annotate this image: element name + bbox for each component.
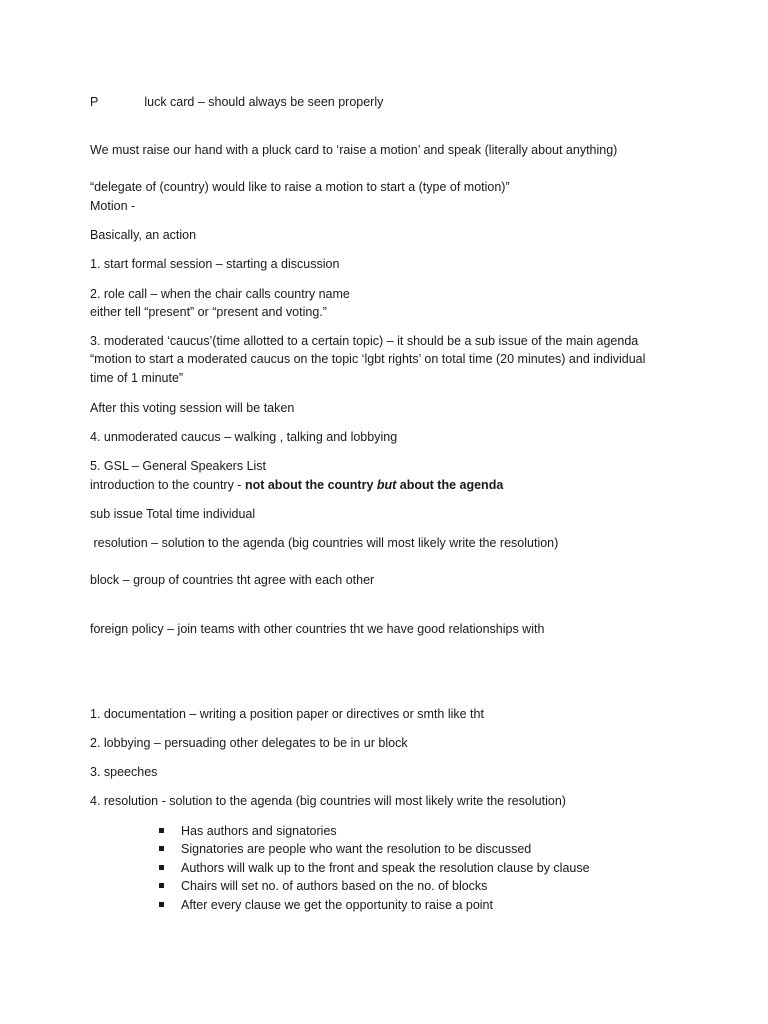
square-bullet-icon: [159, 828, 164, 833]
introduction-bold-italic-text: but: [376, 478, 397, 492]
foreign-policy-line: foreign policy – join teams with other countries tht we have good relationships with: [90, 622, 545, 636]
after-voting-line: After this voting session will be taken: [90, 401, 295, 415]
task-1-line: 1. documentation – writing a position paper or directives or smth like tht: [90, 707, 484, 721]
resolution-line: resolution – solution to the agenda (big countries will most likely write the resolution): [90, 536, 559, 550]
item-3-quote-line: “motion to start a moderated caucus on the topic ‘lgbt rights’ on total time (20 minutes) and individual: [90, 352, 646, 366]
square-bullet-icon: [159, 883, 164, 888]
square-bullet-icon: [159, 865, 164, 870]
basically-line: Basically, an action: [90, 228, 197, 242]
list-item: [158, 859, 590, 877]
task-3-line: 3. speeches: [90, 765, 158, 779]
item-2-line: 2. role call – when the chair calls country name: [90, 287, 350, 301]
bullet-text: Chairs will set no. of authors based on the no. of blocks: [181, 879, 488, 894]
delegate-quote-line: “delegate of (country) would like to raise a motion to start a (type of motion)”: [90, 180, 510, 194]
item-5-line: 5. GSL – General Speakers List: [90, 459, 267, 473]
item-2-continuation-line: either tell “present” or “present and voting.”: [90, 305, 327, 319]
header-line: [90, 94, 383, 110]
introduction-bold-text-end: about the agenda: [396, 478, 504, 492]
bullet-text: Authors will walk up to the front and speak the resolution clause by clause: [181, 860, 590, 875]
block-line: block – group of countries tht agree with each other: [90, 573, 375, 587]
sub-issue-line: sub issue Total time individual: [90, 507, 256, 521]
raise-hand-line: We must raise our hand with a pluck card to ‘raise a motion’ and speak (literally about anything): [90, 143, 618, 157]
introduction-line: [90, 477, 503, 493]
resolution-bullet-list: [158, 822, 590, 914]
bullet-text: After every clause we get the opportunity to raise a point: [181, 897, 493, 912]
introduction-plain-text: introduction to the country -: [90, 478, 245, 492]
list-item: [158, 877, 590, 895]
item-1-line: 1. start formal session – starting a discussion: [90, 257, 340, 271]
item-3-quote-end-line: time of 1 minute”: [90, 371, 184, 385]
item-3-line: 3. moderated ‘caucus’(time allotted to a certain topic) – it should be a sub issue of the main agenda: [90, 334, 639, 348]
list-item: [158, 840, 590, 858]
introduction-bold-text: not about the country: [244, 478, 377, 492]
bullet-text: Signatories are people who want the resolution to be discussed: [181, 842, 532, 857]
header-text: luck card – should always be seen properly: [144, 95, 384, 109]
task-2-line: 2. lobbying – persuading other delegates to be in ur block: [90, 736, 408, 750]
task-4-line: 4. resolution - solution to the agenda (big countries will most likely write the resolution): [90, 794, 566, 808]
item-4-line: 4. unmoderated caucus – walking , talking and lobbying: [90, 430, 398, 444]
square-bullet-icon: [159, 902, 164, 907]
list-item: [158, 822, 590, 840]
header-letter: P: [90, 95, 99, 109]
motion-label-line: Motion -: [90, 199, 136, 213]
bullet-text: Has authors and signatories: [181, 824, 337, 838]
list-item: [158, 896, 590, 914]
square-bullet-icon: [159, 846, 164, 851]
